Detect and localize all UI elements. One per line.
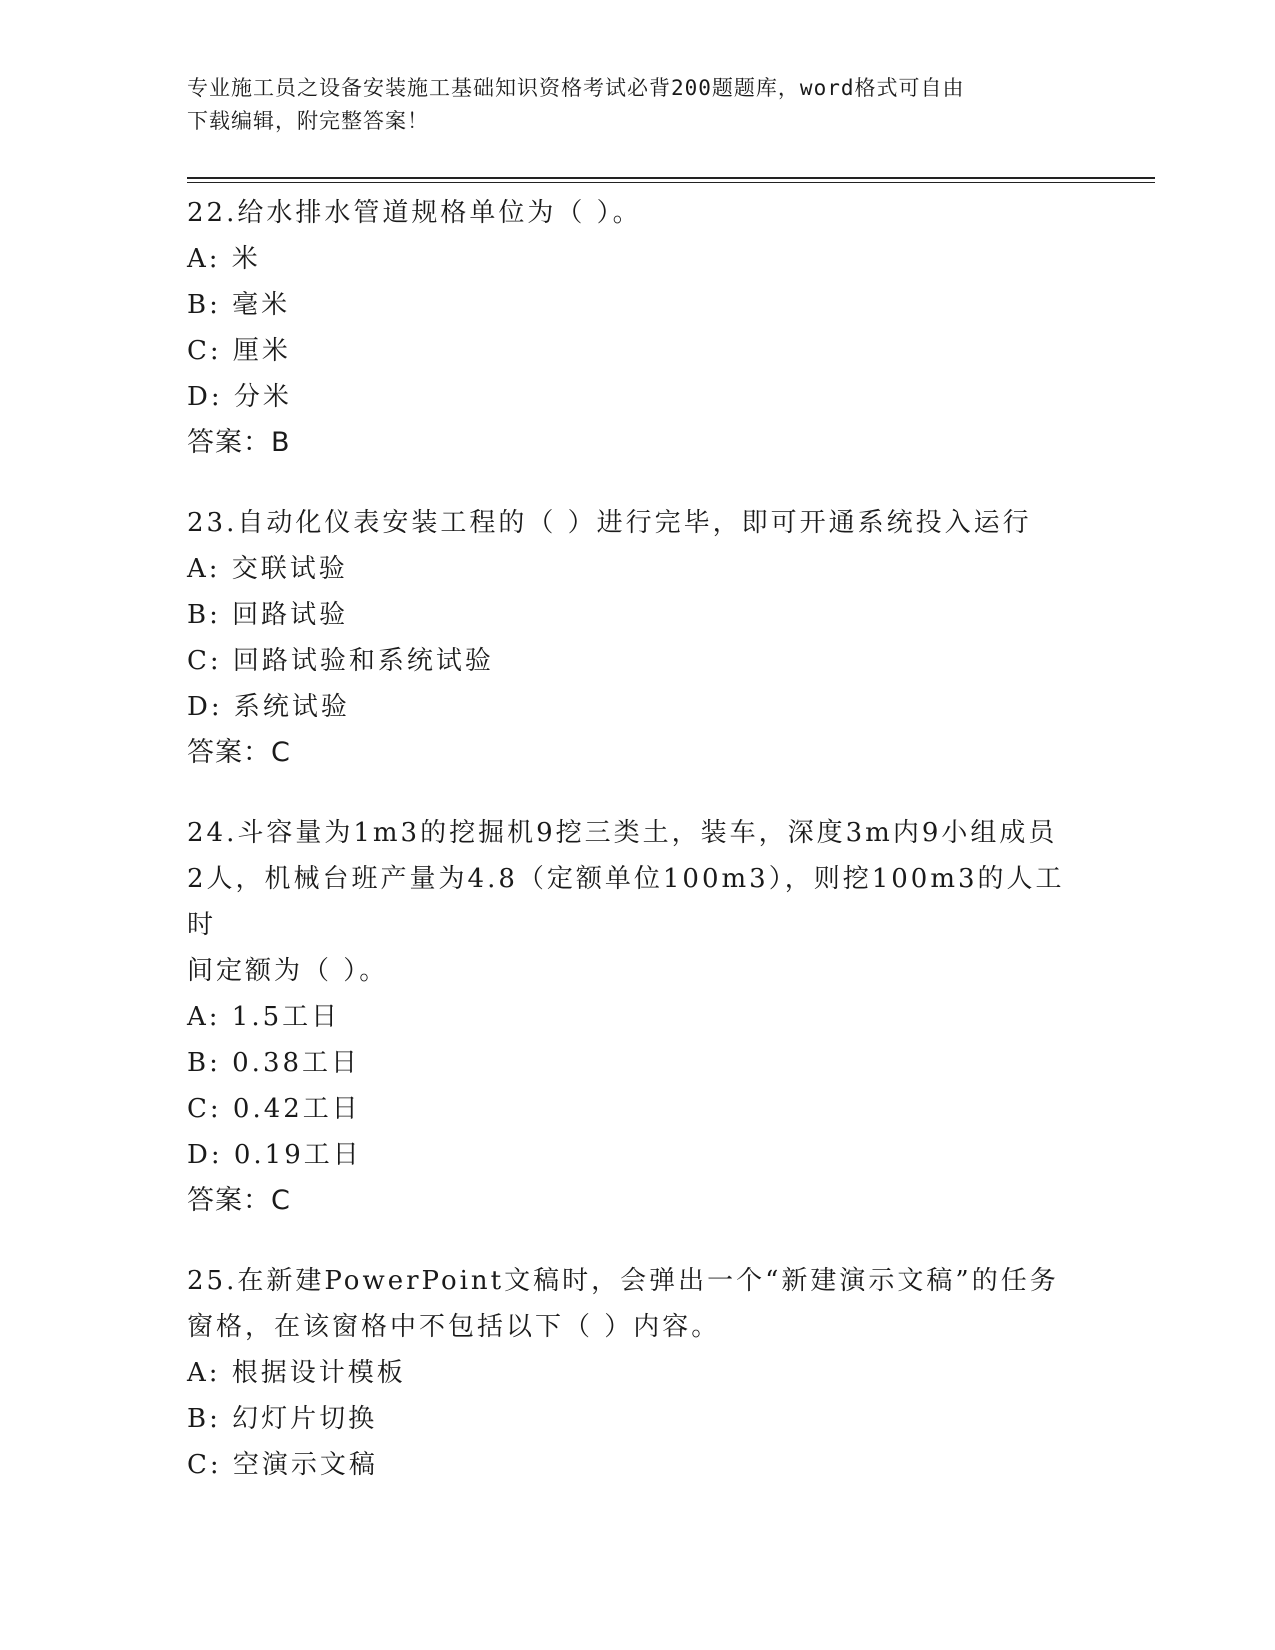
question-stem-line-1: 24.斗容量为1m3的挖掘机9挖三类土，装车，深度3m内9小组成员 [187, 818, 1058, 848]
question-list [187, 190, 1087, 1522]
question-22 [187, 190, 1087, 466]
option-a: A: 1.5工日 [187, 1002, 341, 1032]
option-c: C: 回路试验和系统试验 [187, 646, 494, 676]
answer-text: 答案：C [187, 1185, 291, 1216]
option-b: B: 回路试验 [187, 600, 349, 630]
answer-text: 答案：B [187, 427, 291, 458]
header-divider-thick [187, 177, 1155, 179]
question-stem: 23.自动化仪表安装工程的（ ）进行完毕，即可开通系统投入运行 [187, 508, 1032, 538]
option-c: C: 厘米 [187, 336, 291, 366]
option-c: C: 0.42工日 [187, 1094, 361, 1124]
question-stem-line-1: 25.在新建PowerPoint文稿时，会弹出一个“新建演示文稿”的任务 [187, 1266, 1059, 1296]
option-b: B: 幻灯片切换 [187, 1404, 378, 1434]
header-divider-thin [187, 182, 1155, 183]
header-line-2: 下载编辑，附完整答案！ [187, 109, 429, 133]
document-header [187, 72, 1087, 138]
option-b: B: 0.38工日 [187, 1048, 361, 1078]
option-c: C: 空演示文稿 [187, 1450, 378, 1480]
question-25 [187, 1258, 1087, 1488]
question-24 [187, 810, 1087, 1224]
option-d: D: 0.19工日 [187, 1140, 362, 1170]
option-b: B: 毫米 [187, 290, 291, 320]
question-stem-line-2: 窗格，在该窗格中不包括以下（ ）内容。 [187, 1312, 721, 1342]
option-a: A: 交联试验 [187, 554, 348, 584]
option-a: A: 根据设计模板 [187, 1358, 406, 1388]
question-stem: 22.给水排水管道规格单位为（ ）。 [187, 198, 642, 228]
option-a: A: 米 [187, 244, 261, 274]
answer-text: 答案：C [187, 737, 291, 768]
header-line-1: 专业施工员之设备安装施工基础知识资格考试必背200题题库，word格式可自由 [187, 76, 965, 100]
question-stem-line-3: 间定额为（ ）。 [187, 956, 389, 986]
question-23 [187, 500, 1087, 776]
option-d: D: 系统试验 [187, 692, 350, 722]
option-d: D: 分米 [187, 382, 292, 412]
question-stem-line-2: 2人，机械台班产量为4.8（定额单位100m3），则挖100m3的人工时 [187, 864, 1065, 940]
